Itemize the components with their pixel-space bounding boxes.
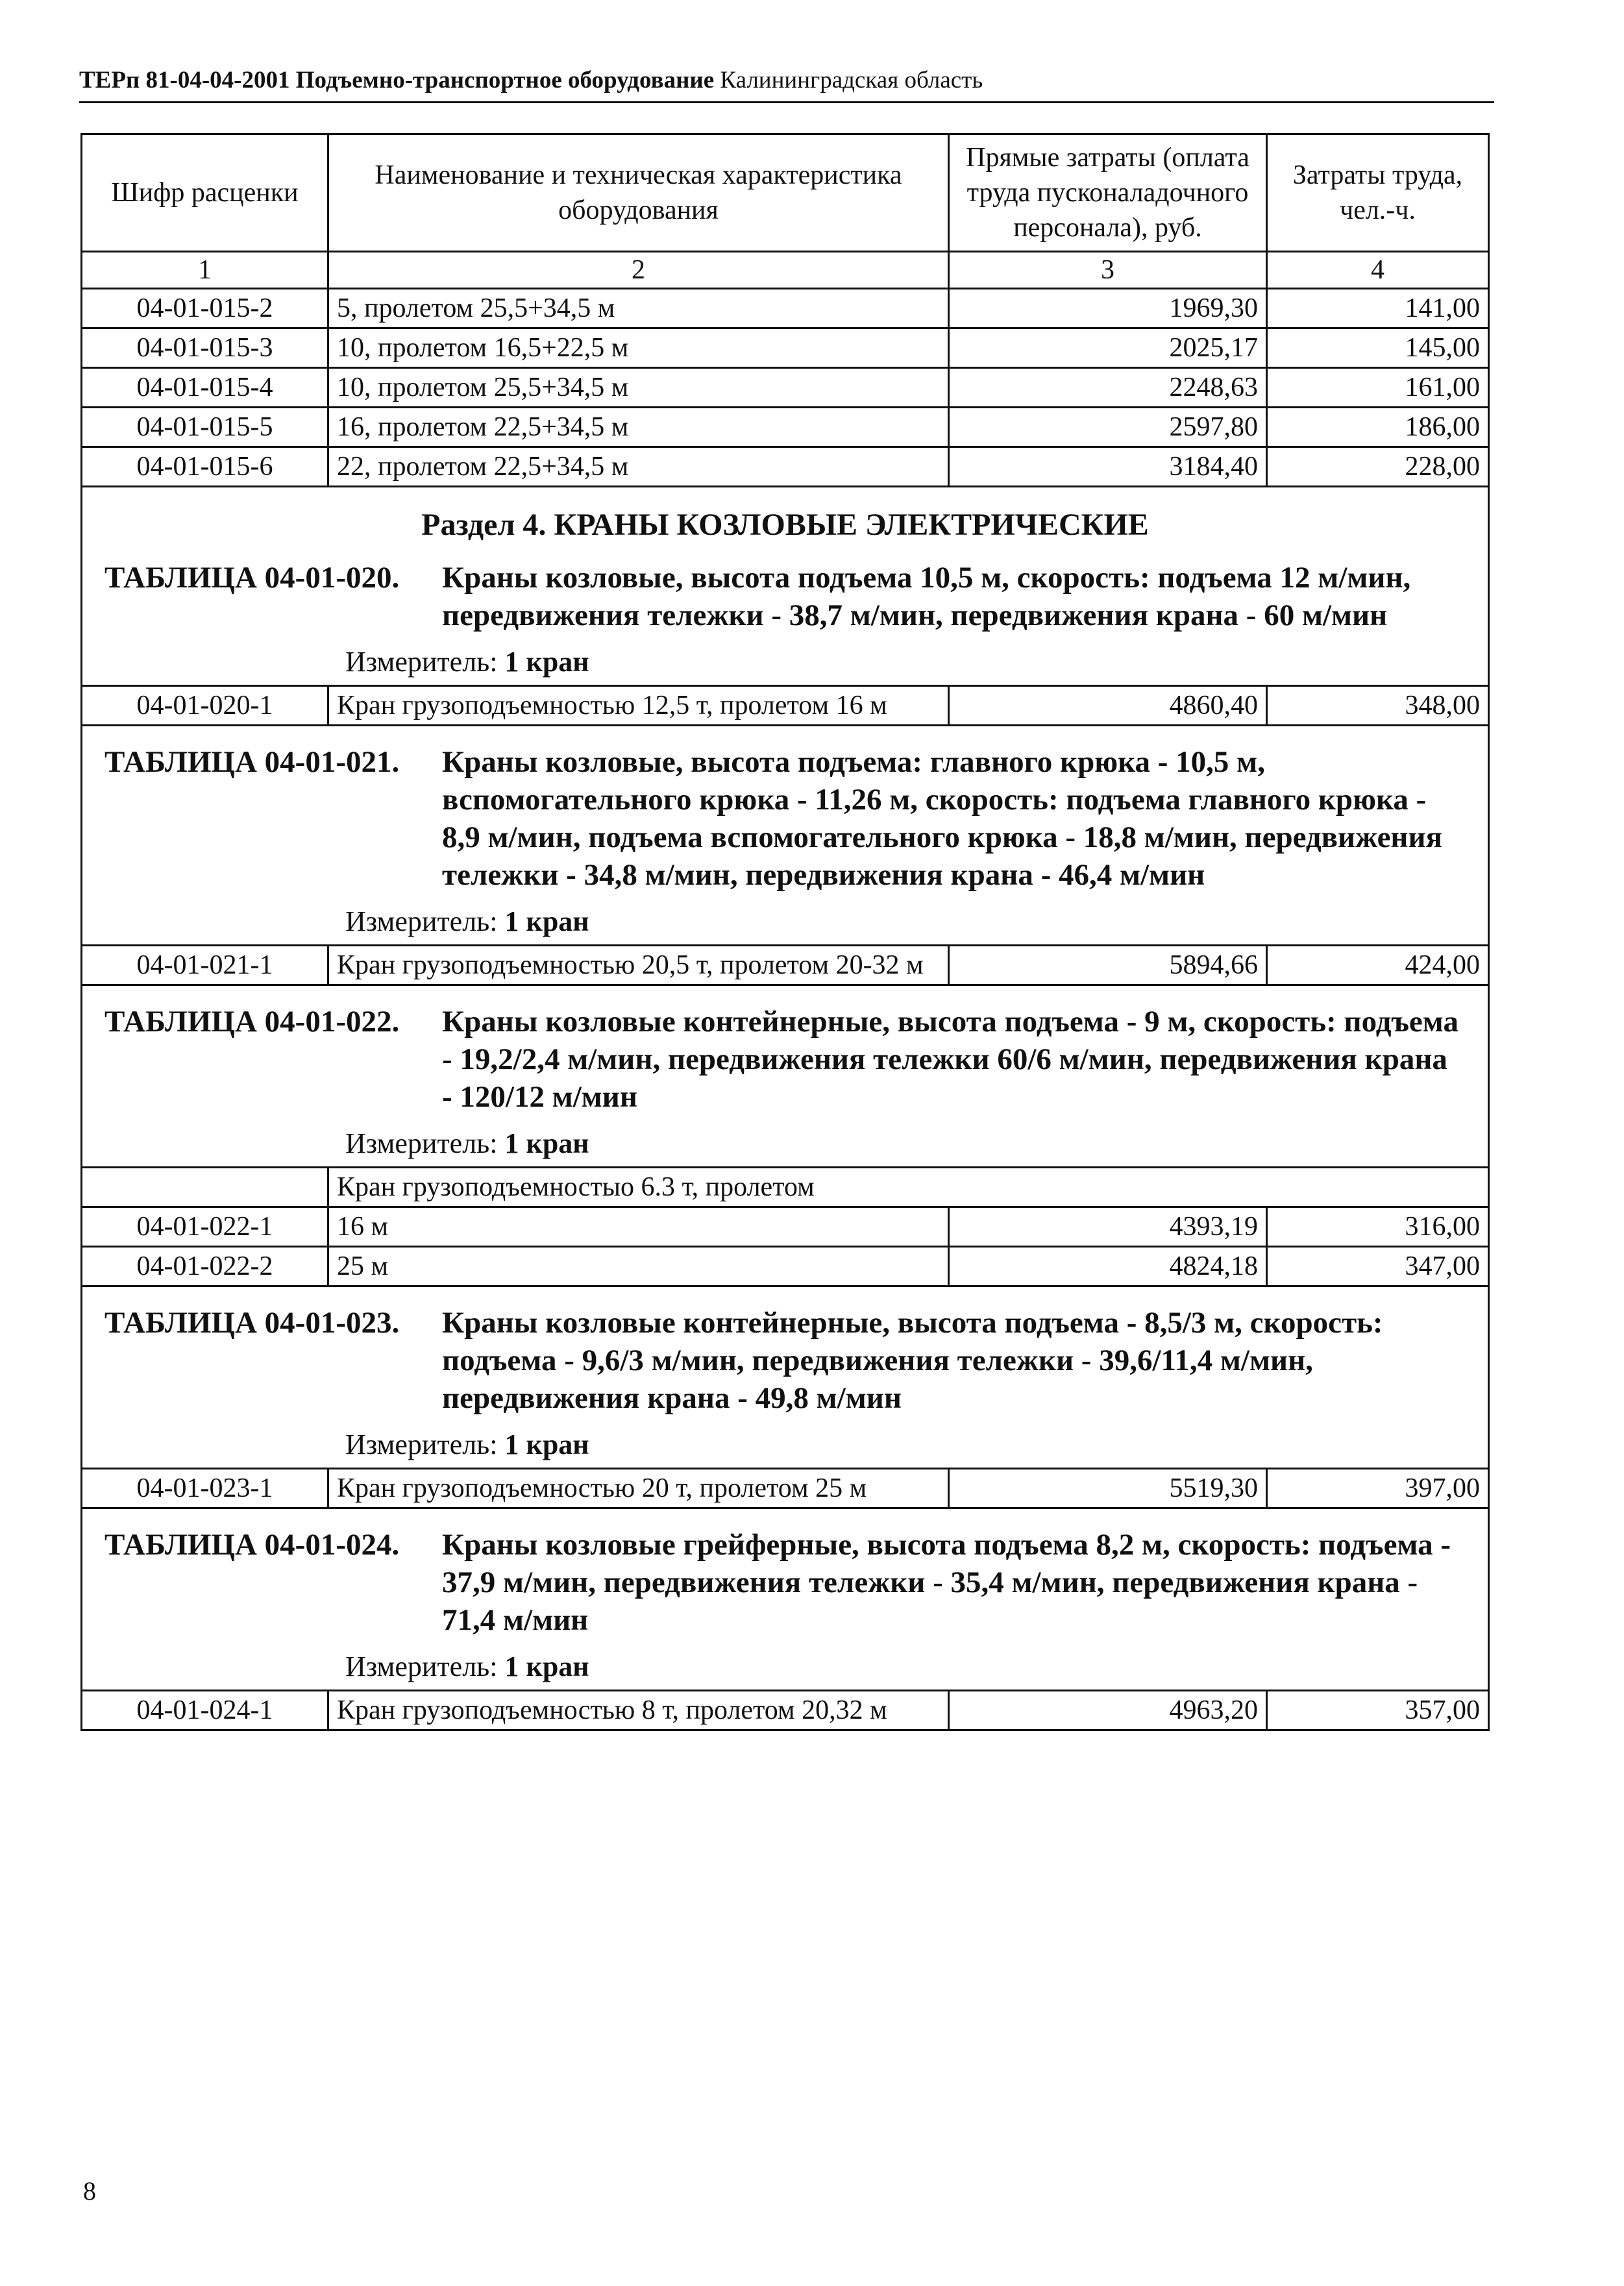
table-row bbox=[82, 328, 1489, 368]
doc-title: Подъемно-транспортное оборудование bbox=[295, 67, 715, 93]
table-code: ТАБЛИЦА 04-01-022. bbox=[105, 1005, 400, 1039]
table-title-022 bbox=[90, 1003, 1480, 1116]
doc-code: ТЕРп 81-04-04-2001 bbox=[79, 67, 290, 93]
meter-label: Измеритель: bbox=[345, 646, 498, 678]
row-labor: 348,00 bbox=[1267, 686, 1489, 726]
region: Калининградская область bbox=[720, 67, 983, 93]
row-code: 04-01-023-1 bbox=[82, 1469, 328, 1508]
column-header-name: Наименование и техническая характеристика оборудования bbox=[328, 134, 949, 252]
row-code: 04-01-020-1 bbox=[82, 686, 328, 726]
table-row bbox=[82, 1247, 1489, 1286]
column-index: 3 bbox=[949, 252, 1267, 289]
column-header-cost: Прямые затраты (оплата труда пусконаладочного персонала), руб. bbox=[949, 134, 1267, 252]
column-header-code: Шифр расценки bbox=[82, 134, 328, 252]
row-name: Кран грузоподъемностью 20 т, пролетом 25 м bbox=[328, 1469, 949, 1508]
meter-value: 1 кран bbox=[504, 1651, 589, 1682]
column-index-row bbox=[82, 252, 1489, 289]
meter-label: Измеритель: bbox=[345, 1429, 498, 1460]
table-code: ТАБЛИЦА 04-01-020. bbox=[105, 561, 400, 595]
row-name: 22, пролетом 22,5+34,5 м bbox=[328, 447, 949, 487]
table-row bbox=[82, 1207, 1489, 1247]
table-code: ТАБЛИЦА 04-01-024. bbox=[105, 1528, 400, 1562]
subhead-blank bbox=[82, 1168, 328, 1207]
table-block-022 bbox=[82, 985, 1489, 1168]
subhead-empty bbox=[1267, 1168, 1489, 1207]
row-code: 04-01-015-2 bbox=[82, 289, 328, 328]
row-code: 04-01-015-5 bbox=[82, 408, 328, 447]
column-header-row bbox=[82, 134, 1489, 252]
meter-label: Измеритель: bbox=[345, 1651, 498, 1682]
table-row bbox=[82, 946, 1489, 985]
row-labor: 186,00 bbox=[1267, 408, 1489, 447]
table-caption: Краны козловые грейферные, высота подъема 8,2 м, скорость: подъема - 37,9 м/мин, передвижения тележки - 35,4 м/мин, передвижения крана - 71,4 м/мин bbox=[442, 1528, 1451, 1637]
row-code: 04-01-015-6 bbox=[82, 447, 328, 487]
meter-value: 1 кран bbox=[504, 1127, 589, 1159]
table-block-021 bbox=[82, 726, 1489, 946]
table-caption: Краны козловые контейнерные, высота подъема - 8,5/3 м, скорость: подъема - 9,6/3 м/мин, передвижения тележки - 39,6/11,4 м/мин, передвижения крана - 49,8 м/мин bbox=[442, 1306, 1383, 1415]
table-code: ТАБЛИЦА 04-01-021. bbox=[105, 745, 400, 779]
row-labor: 141,00 bbox=[1267, 289, 1489, 328]
table-row bbox=[82, 408, 1489, 447]
table-title-023 bbox=[90, 1304, 1480, 1417]
table-title-020 bbox=[90, 559, 1480, 634]
row-cost: 3184,40 bbox=[949, 447, 1267, 487]
row-labor: 397,00 bbox=[1267, 1469, 1489, 1508]
table-caption: Краны козловые контейнерные, высота подъема - 9 м, скорость: подъема - 19,2/2,4 м/мин, передвижения тележки 60/6 м/мин, передвижения крана - 120/12 м/мин bbox=[442, 1005, 1458, 1114]
row-cost: 2597,80 bbox=[949, 408, 1267, 447]
table-title-024 bbox=[90, 1526, 1480, 1639]
meter bbox=[345, 1649, 1480, 1684]
meter-value: 1 кран bbox=[504, 646, 589, 678]
meter-value: 1 кран bbox=[504, 905, 589, 937]
row-code: 04-01-015-4 bbox=[82, 368, 328, 408]
row-cost: 4860,40 bbox=[949, 686, 1267, 726]
table-row bbox=[82, 1469, 1489, 1508]
row-labor: 145,00 bbox=[1267, 328, 1489, 368]
row-cost: 5894,66 bbox=[949, 946, 1267, 985]
row-name: 10, пролетом 25,5+34,5 м bbox=[328, 368, 949, 408]
meter bbox=[345, 1427, 1480, 1462]
row-cost: 1969,30 bbox=[949, 289, 1267, 328]
table-row bbox=[82, 1691, 1489, 1730]
table-row bbox=[82, 368, 1489, 408]
row-name: 10, пролетом 16,5+22,5 м bbox=[328, 328, 949, 368]
row-cost: 2025,17 bbox=[949, 328, 1267, 368]
row-name: 16 м bbox=[328, 1207, 949, 1247]
row-cost: 4393,19 bbox=[949, 1207, 1267, 1247]
meter-label: Измеритель: bbox=[345, 1127, 498, 1159]
table-title-021 bbox=[90, 743, 1480, 894]
row-cost: 4824,18 bbox=[949, 1247, 1267, 1286]
column-index: 2 bbox=[328, 252, 949, 289]
table-block-020 bbox=[82, 487, 1489, 686]
price-table bbox=[80, 133, 1490, 1731]
row-name: Кран грузоподъемностью 20,5 т, пролетом 20-32 м bbox=[328, 946, 949, 985]
row-code: 04-01-015-3 bbox=[82, 328, 328, 368]
table-row bbox=[82, 289, 1489, 328]
table-row bbox=[82, 686, 1489, 726]
row-name: 5, пролетом 25,5+34,5 м bbox=[328, 289, 949, 328]
row-cost: 2248,63 bbox=[949, 368, 1267, 408]
table-block-023 bbox=[82, 1286, 1489, 1469]
column-index: 1 bbox=[82, 252, 328, 289]
table-block-024 bbox=[82, 1508, 1489, 1691]
row-code: 04-01-021-1 bbox=[82, 946, 328, 985]
row-labor: 161,00 bbox=[1267, 368, 1489, 408]
row-labor: 424,00 bbox=[1267, 946, 1489, 985]
page-header bbox=[79, 65, 1494, 103]
table-caption: Краны козловые, высота подъема: главного крюка - 10,5 м, вспомогательного крюка - 11,26 м, скорость: подъема главного крюка - 8,9 м/мин, подъема вспомогательного крюка - 18,8 м/мин, передвижения тележки - 34,8 м/мин, передвижения крана - 46,4 м/мин bbox=[442, 745, 1443, 892]
row-name: Кран грузоподъемностью 8 т, пролетом 20,32 м bbox=[328, 1691, 949, 1730]
row-labor: 357,00 bbox=[1267, 1691, 1489, 1730]
table-code: ТАБЛИЦА 04-01-023. bbox=[105, 1306, 400, 1340]
row-code: 04-01-022-1 bbox=[82, 1207, 328, 1247]
row-labor: 228,00 bbox=[1267, 447, 1489, 487]
row-labor: 316,00 bbox=[1267, 1207, 1489, 1247]
column-index: 4 bbox=[1267, 252, 1489, 289]
row-cost: 5519,30 bbox=[949, 1469, 1267, 1508]
meter bbox=[345, 645, 1480, 680]
row-cost: 4963,20 bbox=[949, 1691, 1267, 1730]
section-title: Раздел 4. КРАНЫ КОЗЛОВЫЕ ЭЛЕКТРИЧЕСКИЕ bbox=[421, 508, 1149, 542]
table-caption: Краны козловые, высота подъема 10,5 м, скорость: подъема 12 м/мин, передвижения тележки - 38,7 м/мин, передвижения крана - 60 м/мин bbox=[442, 561, 1411, 632]
row-name: 25 м bbox=[328, 1247, 949, 1286]
subhead-text: Кран грузоподъемностыо 6.3 т, пролетом bbox=[328, 1168, 1267, 1207]
row-labor: 347,00 bbox=[1267, 1247, 1489, 1286]
table-row bbox=[82, 447, 1489, 487]
row-name: 16, пролетом 22,5+34,5 м bbox=[328, 408, 949, 447]
subhead-row bbox=[82, 1168, 1489, 1207]
meter-value: 1 кран bbox=[504, 1429, 589, 1460]
column-header-labor: Затраты труда, чел.-ч. bbox=[1267, 134, 1489, 252]
meter bbox=[345, 904, 1480, 939]
page-number: 8 bbox=[83, 2176, 96, 2206]
meter-label: Измеритель: bbox=[345, 905, 498, 937]
row-code: 04-01-024-1 bbox=[82, 1691, 328, 1730]
row-name: Кран грузоподъемностью 12,5 т, пролетом 16 м bbox=[328, 686, 949, 726]
row-code: 04-01-022-2 bbox=[82, 1247, 328, 1286]
meter bbox=[345, 1126, 1480, 1161]
